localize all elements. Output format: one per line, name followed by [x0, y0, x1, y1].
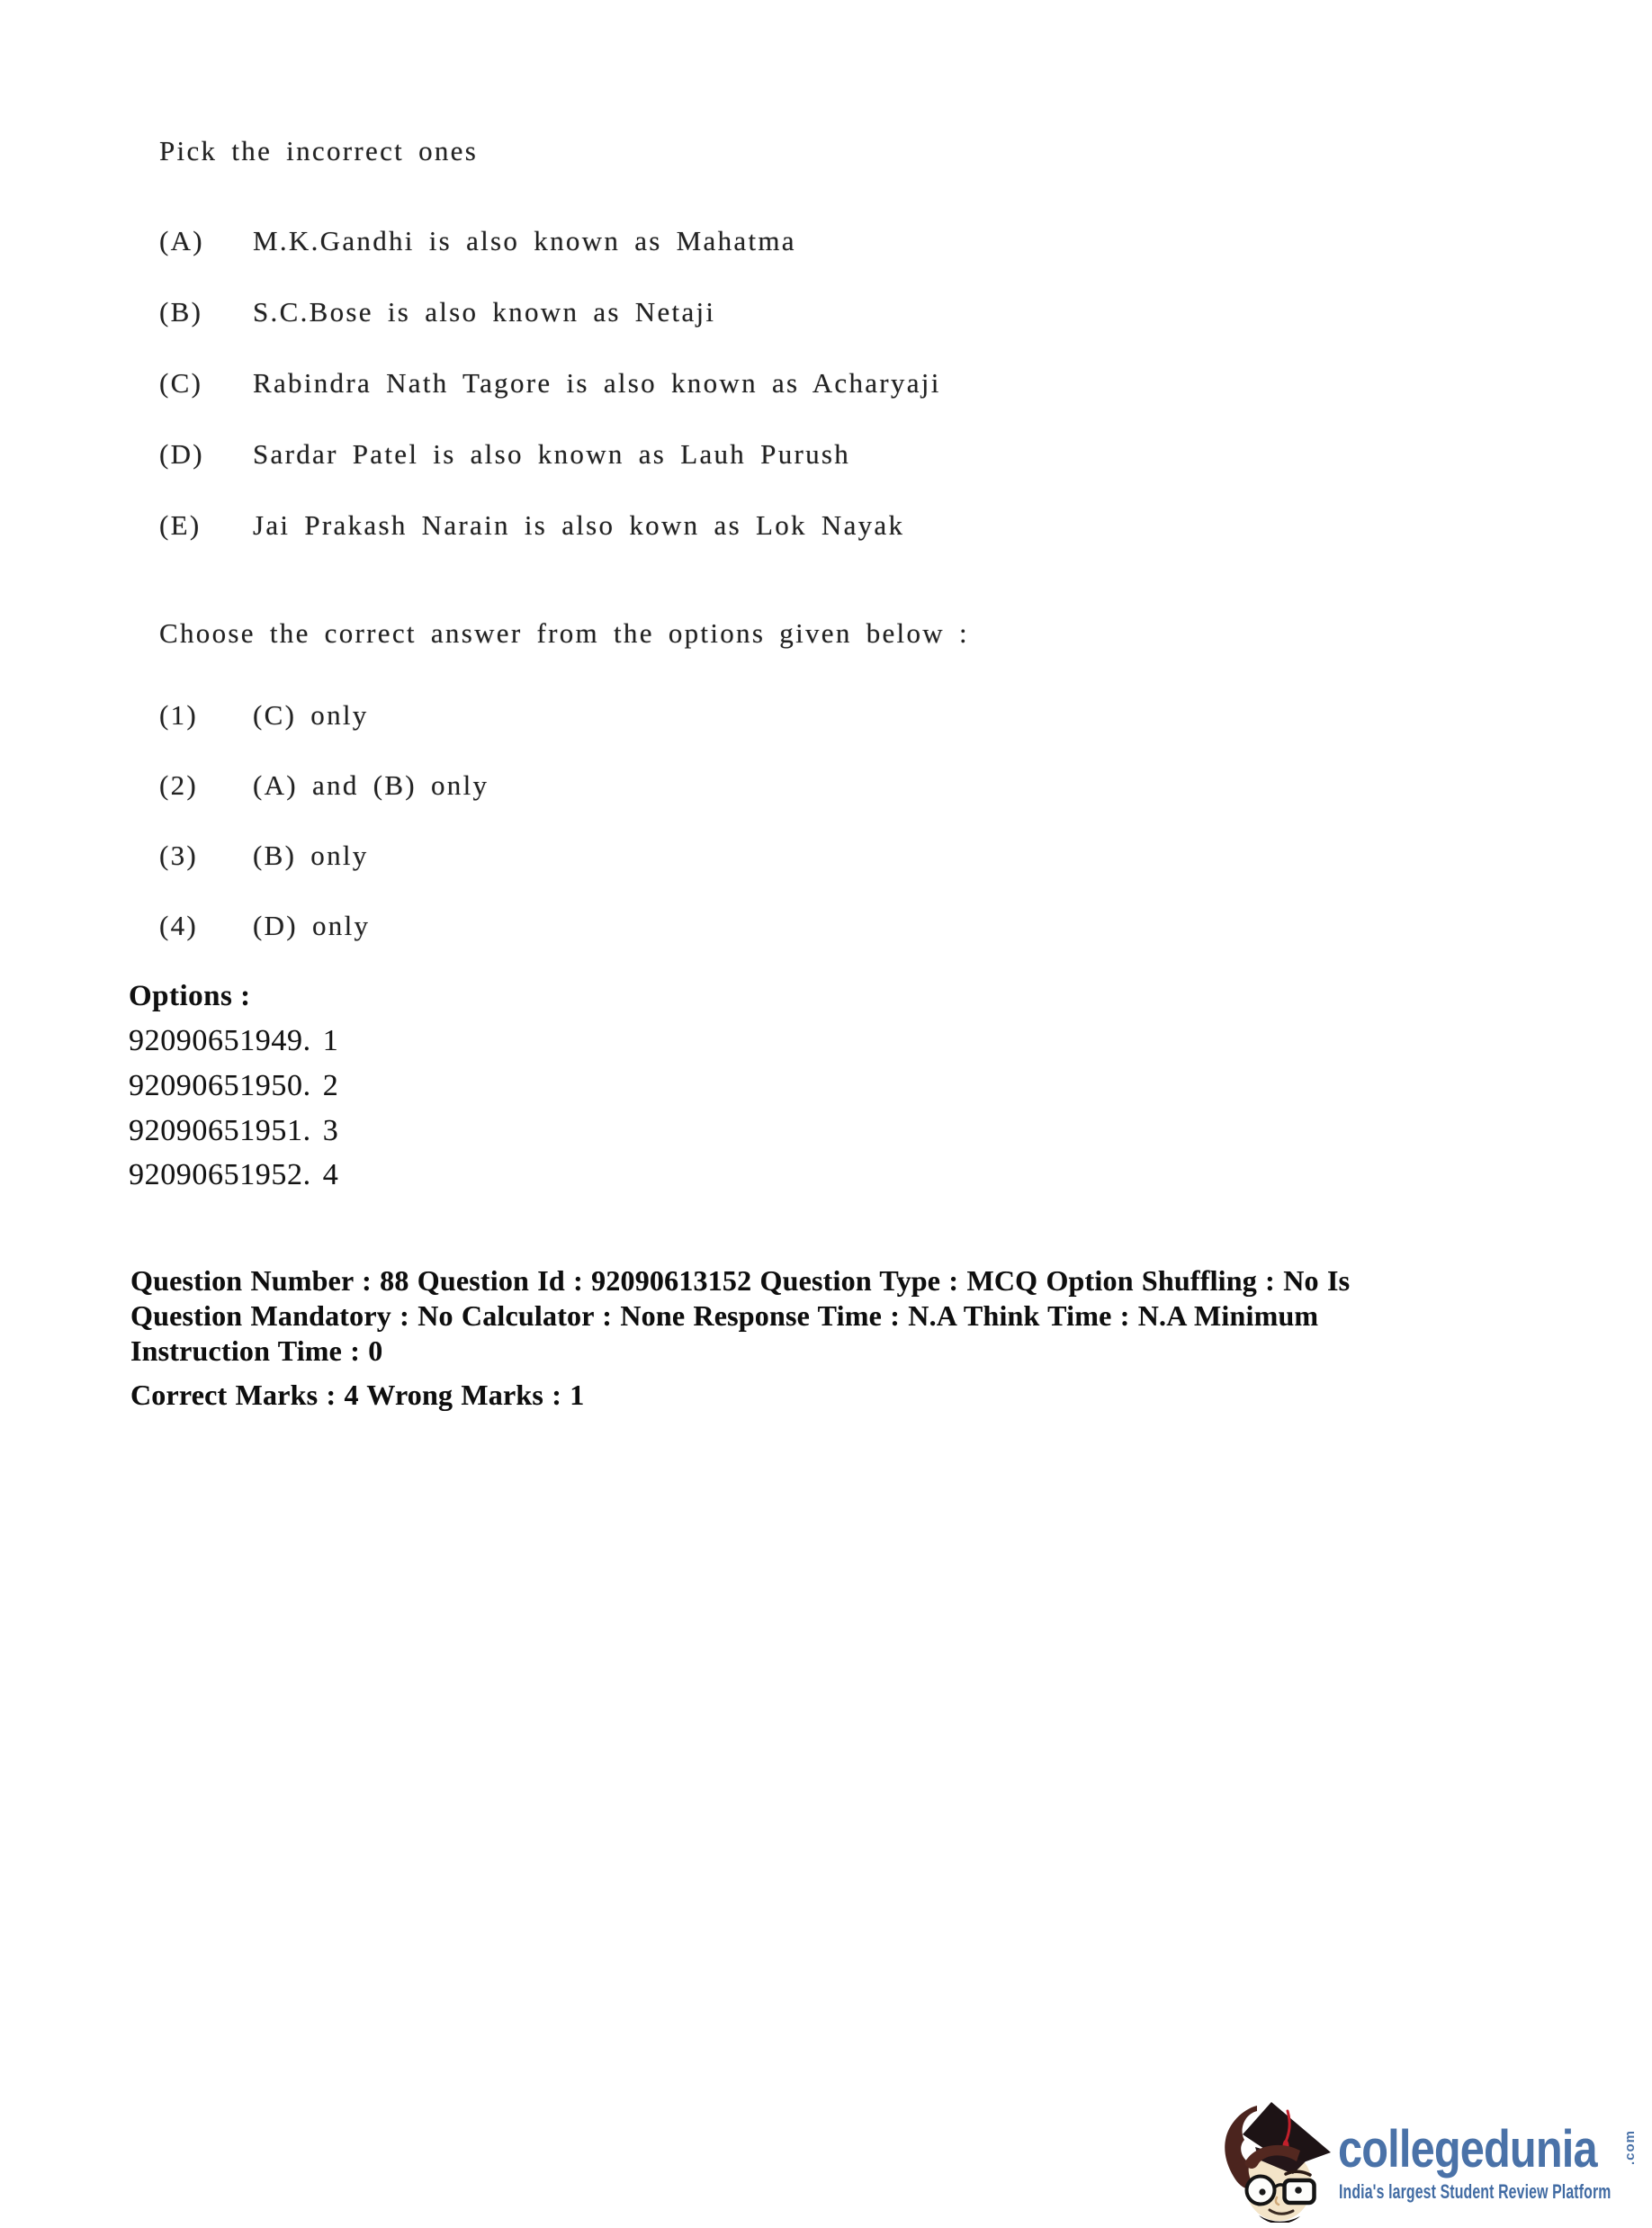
metadata-line: Question Mandatory : No Calculator : None Response Time : N.A Think Time : N.A Minimum	[130, 1299, 1319, 1332]
answer-text: (B) only	[253, 840, 369, 871]
metadata-line: Instruction Time : 0	[130, 1334, 383, 1367]
statement-row-a	[159, 225, 796, 257]
answer-row-3	[159, 840, 369, 872]
answer-row-2	[159, 769, 489, 802]
statement-label: (D)	[159, 438, 204, 470]
marks-line: Correct Marks : 4 Wrong Marks : 1	[130, 1379, 585, 1411]
statement-text: M.K.Gandhi is also known as Mahatma	[253, 225, 796, 256]
answer-label: (4)	[159, 910, 199, 941]
logo-wordmark: collegedunia	[1338, 2120, 1597, 2179]
metadata-line: Question Number : 88 Question Id : 92090613152 Question Type : MCQ Option Shuffling : No Is	[130, 1264, 1351, 1297]
graduate-boy-mascot-icon	[1219, 2100, 1334, 2223]
option-value: 1	[322, 1024, 339, 1057]
statement-label: (C)	[159, 367, 203, 399]
option-id: 92090651952.	[129, 1158, 311, 1191]
answer-label: (1)	[159, 699, 199, 731]
statement-label: (E)	[159, 509, 202, 541]
option-id: 92090651951.	[129, 1114, 311, 1147]
option-id: 92090651949.	[129, 1024, 311, 1057]
statement-text: S.C.Bose is also known as Netaji	[253, 296, 716, 328]
option-value: 2	[322, 1069, 339, 1102]
answer-text: (D) only	[253, 910, 371, 941]
option-id-line	[129, 1024, 338, 1058]
statement-label: (B)	[159, 296, 203, 328]
statement-row-e	[159, 509, 904, 542]
answer-row-1	[159, 699, 369, 732]
answer-row-4	[159, 910, 370, 942]
logo-tld: .com	[1622, 2129, 1639, 2166]
logo-tagline: India's largest Student Review Platform	[1339, 2180, 1612, 2203]
statement-text: Jai Prakash Narain is also kown as Lok Nayak	[253, 509, 905, 541]
statement-row-c	[159, 367, 941, 400]
answer-text: (C) only	[253, 699, 369, 731]
option-id-line	[129, 1114, 338, 1148]
option-id-line	[129, 1158, 338, 1192]
statement-row-b	[159, 296, 715, 328]
option-id-line	[129, 1069, 338, 1103]
option-value: 3	[322, 1114, 339, 1147]
statement-text: Rabindra Nath Tagore is also known as Acharyaji	[253, 367, 941, 399]
statement-row-d	[159, 438, 850, 471]
option-value: 4	[322, 1158, 339, 1191]
answer-label: (3)	[159, 840, 199, 871]
options-heading: Options :	[129, 980, 251, 1012]
question-prompt: Pick the incorrect ones	[159, 135, 479, 166]
answer-label: (2)	[159, 769, 199, 801]
collegedunia-logo	[1215, 2093, 1652, 2228]
answer-text: (A) and (B) only	[253, 769, 489, 801]
question-metadata	[130, 1263, 1350, 1413]
choose-instruction: Choose the correct answer from the options given below :	[159, 617, 969, 649]
statement-text: Sardar Patel is also known as Lauh Purush	[253, 438, 851, 470]
option-id: 92090651950.	[129, 1069, 311, 1102]
statement-label: (A)	[159, 225, 204, 256]
